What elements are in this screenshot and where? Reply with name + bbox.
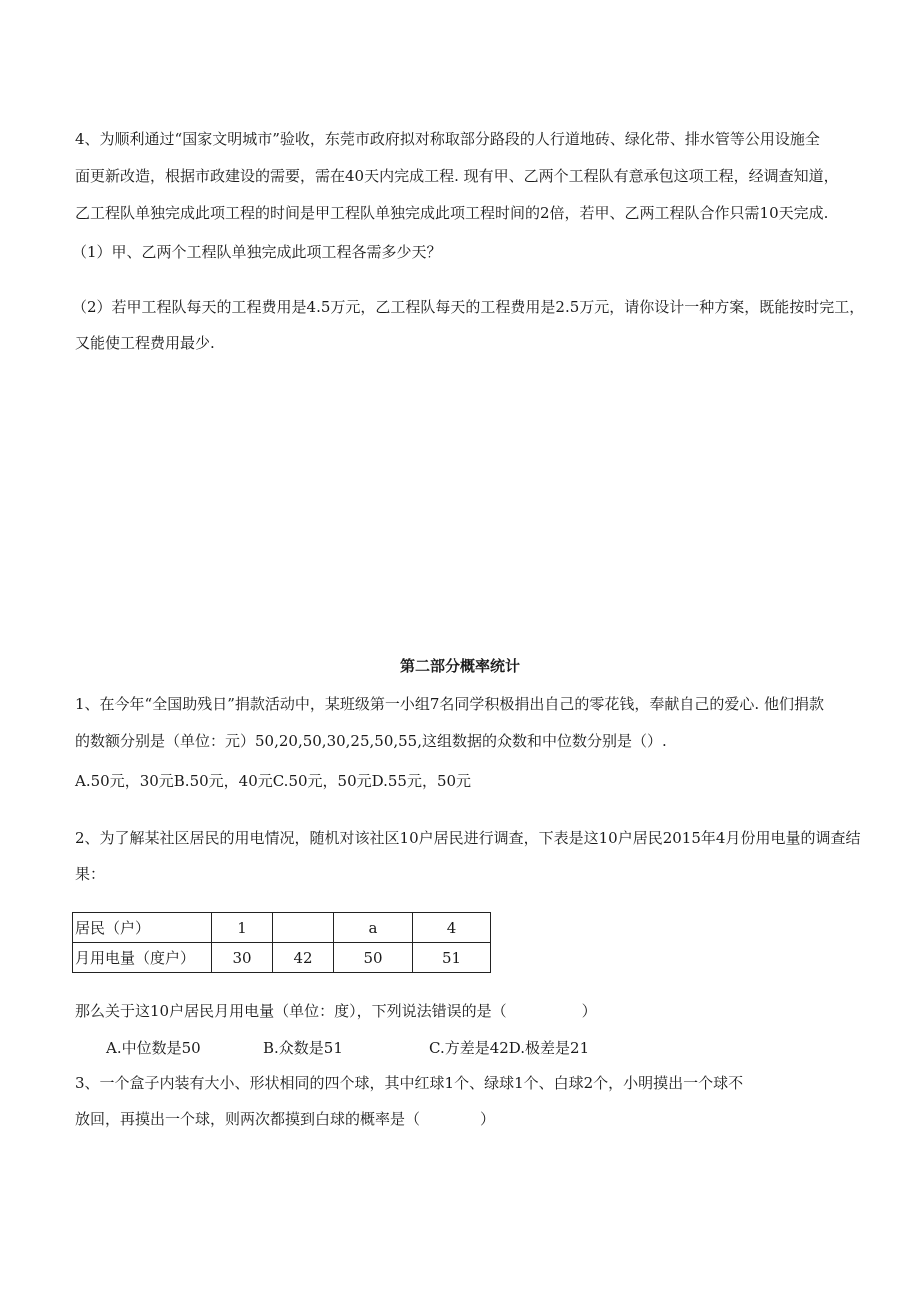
table-cell: 30 [212,943,273,973]
s2-problem-1-line-1: 1、在今年“全国助残日”捐款活动中，某班级第一小组7名同学积极捐出自己的零花钱，奉献自己的爱心. 他们捐款 [75,695,824,713]
s2-problem-2-line-2: 果： [75,865,106,883]
problem-4-line-3: 乙工程队单独完成此项工程的时间是甲工程队单独完成此项工程时间的2倍，若甲、乙两工程队合作只需10天完成. [75,204,829,222]
table-cell: a [334,913,413,943]
s2-problem-2-option-a: A.中位数是50 [106,1039,201,1057]
table-cell-header: 居民（户） [73,913,212,943]
s2-problem-3-line-1: 3、一个盒子内装有大小、形状相同的四个球，其中红球1个、绿球1个、白球2个，小明摸出一个球不 [75,1074,744,1092]
s2-problem-2-question: 那么关于这10户居民月用电量（单位：度），下列说法错误的是（ ） [75,1002,597,1020]
table-cell [273,913,334,943]
table-cell: 4 [413,913,491,943]
table-cell: 50 [334,943,413,973]
s2-problem-2-line-1: 2、为了解某社区居民的用电情况，随机对该社区10户居民进行调查，下表是这10户居民2015年4月份用电量的调查结 [75,829,861,847]
problem-4-line-1: 4、为顺利通过“国家文明城市”验收，东莞市政府拟对称取部分路段的人行道地砖、绿化带、排水管等公用设施全 [75,130,820,148]
problem-4-question-2-line-2: 又能使工程费用最少. [75,334,215,352]
s2-problem-3-line-2: 放回，再摸出一个球，则两次都摸到白球的概率是（ ） [75,1110,496,1128]
s2-problem-1-line-2: 的数额分别是（单位：元）50,20,50,30,25,50,55,这组数据的众数和中位数分别是（）. [75,732,667,750]
table-row [73,943,491,973]
section-title: 第二部分概率统计 [399,657,520,675]
s2-problem-2-option-b: B.众数是51 [263,1039,343,1057]
electricity-table [72,912,491,973]
table-cell-header: 月用电量（度户） [73,943,212,973]
table-cell: 42 [273,943,334,973]
problem-4-question-2-line-1: （2）若甲工程队每天的工程费用是4.5万元，乙工程队每天的工程费用是2.5万元，请你设计一种方案，既能按时完工， [72,298,865,316]
problem-4-question-1: （1）甲、乙两个工程队单独完成此项工程各需多少天？ [72,243,442,261]
s2-problem-2-option-cd: C.方差是42D.极差是21 [429,1039,590,1057]
s2-problem-1-options: A.50元，30元B.50元，40元C.50元，50元D.55元，50元 [75,772,472,790]
problem-4-line-2: 面更新改造，根据市政建设的需要，需在40天内完成工程. 现有甲、乙两个工程队有意承包这项工程，经调查知道， [75,167,839,185]
table-row [73,913,491,943]
table-cell: 1 [212,913,273,943]
table-cell: 51 [413,943,491,973]
